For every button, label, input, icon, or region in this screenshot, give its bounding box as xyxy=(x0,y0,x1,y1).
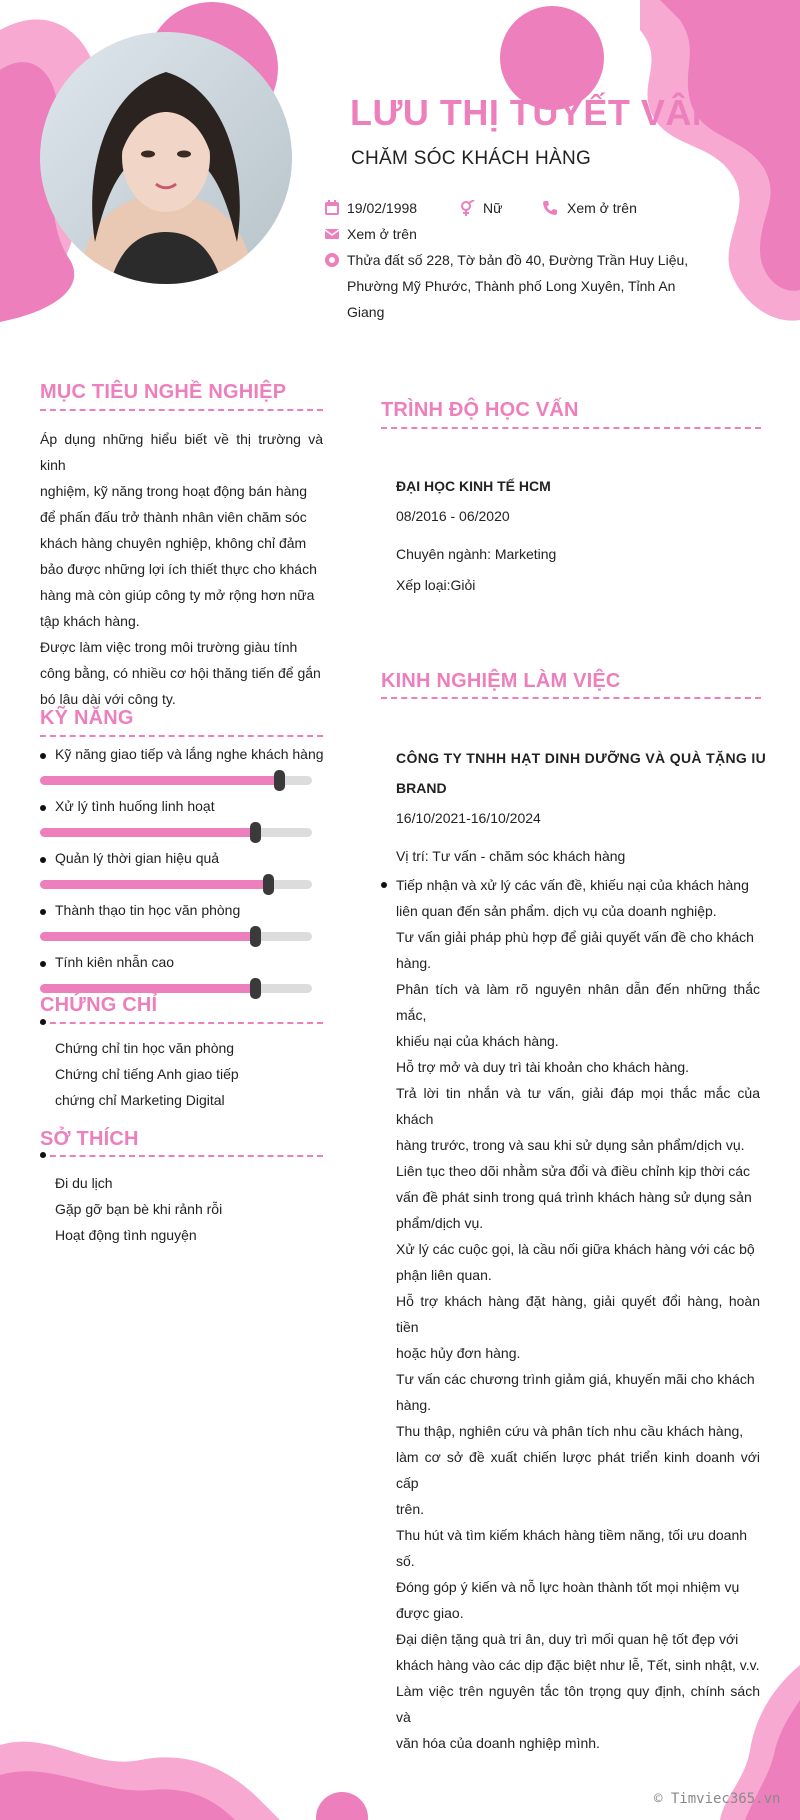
duty-line: Hỗ trợ khách hàng đặt hàng, giải quyết đổi hàng, hoàn tiền xyxy=(396,1293,760,1335)
skill-bar-fill xyxy=(40,932,255,941)
skill-bar xyxy=(40,880,312,889)
duty-line: hoặc hủy đơn hàng. xyxy=(396,1345,521,1361)
bullet xyxy=(40,1152,46,1158)
duty-line: khiếu nại của khách hàng. xyxy=(396,1033,559,1049)
skill-bar-handle xyxy=(274,770,285,791)
section-divider xyxy=(40,1155,323,1157)
skill-bar xyxy=(40,984,312,993)
phone-value: Xem ở trên xyxy=(567,200,637,216)
duty-line: Thu hút và tìm kiếm khách hàng tiềm năng, tối ưu doanh xyxy=(396,1527,748,1543)
objective-line: bó lâu dài với công ty. xyxy=(40,691,176,707)
company-line: BRAND xyxy=(396,780,447,796)
objective-line: Được làm việc trong môi trường giàu tính xyxy=(40,639,298,655)
duty-line: Thu thập, nghiên cứu và phân tích nhu cầu khách hàng, xyxy=(396,1423,744,1439)
objective-title: MỤC TIÊU NGHỀ NGHIỆP xyxy=(40,381,287,403)
education-title: TRÌNH ĐỘ HỌC VẤN xyxy=(381,399,579,421)
hobby-item: Hoạt động tình nguyện xyxy=(55,1227,197,1243)
duty-line: làm cơ sở đề xuất chiến lược phát triển kinh doanh với cấp xyxy=(396,1449,760,1491)
experience-title: KINH NGHIỆM LÀM VIỆC xyxy=(381,670,621,692)
address-line: Phường Mỹ Phước, Thành phố Long Xuyên, Tỉnh An xyxy=(347,278,676,294)
skill-label: Xử lý tình huống linh hoạt xyxy=(55,798,215,814)
section-divider xyxy=(40,1022,323,1024)
experience-company xyxy=(396,743,767,803)
skill-bar-fill xyxy=(40,984,255,993)
duty-line: Xử lý các cuộc gọi, là cầu nối giữa khách hàng với các bộ xyxy=(396,1241,755,1257)
section-divider xyxy=(381,697,761,699)
certificates-title: CHỨNG CHỈ xyxy=(40,994,158,1016)
skill-bar-fill xyxy=(40,776,279,785)
duty-line: phận liên quan. xyxy=(396,1267,492,1283)
objective-line: bảo được những lợi ích thiết thực cho khách xyxy=(40,561,317,577)
company-line: CÔNG TY TNHH HẠT DINH DƯỠNG VÀ QUÀ TẶNG IU xyxy=(396,750,767,766)
objective-line: tập khách hàng. xyxy=(40,613,140,629)
hobby-item: Gặp gỡ bạn bè khi rảnh rỗi xyxy=(55,1201,223,1217)
duty-line: hàng trước, trong và sau khi sử dụng sản phẩm/dịch vụ. xyxy=(396,1137,745,1153)
gender-value: Nữ xyxy=(483,200,503,216)
education-period: 08/2016 - 06/2020 xyxy=(396,508,510,524)
experience-period: 16/10/2021-16/10/2024 xyxy=(396,810,541,826)
phone-icon xyxy=(542,200,558,216)
objective-line: khách hàng chuyên nghiệp, không chỉ đảm xyxy=(40,535,307,551)
duty-line: Hỗ trợ mở và duy trì tài khoản cho khách hàng. xyxy=(396,1059,690,1075)
duty-line: trên. xyxy=(396,1501,425,1517)
skill-bar-handle xyxy=(250,926,261,947)
skill-label: Thành thạo tin học văn phòng xyxy=(55,902,241,918)
objective-line: công bằng, có nhiều cơ hội thăng tiến để gắn xyxy=(40,665,321,681)
skill-bar-handle xyxy=(250,978,261,999)
skill-bar xyxy=(40,776,312,785)
section-divider xyxy=(40,409,323,411)
hobbies-list xyxy=(55,1170,222,1248)
objective-text xyxy=(40,426,323,712)
duty-line: văn hóa của doanh nghiệp mình. xyxy=(396,1735,600,1751)
duty-line: Tư vấn các chương trình giảm giá, khuyến mãi cho khách xyxy=(396,1371,755,1387)
email-row xyxy=(324,221,547,247)
bullet xyxy=(381,882,387,888)
address-line: Thửa đất số 228, Tờ bản đồ 40, Đường Trần Huy Liệu, xyxy=(347,252,689,268)
avatar xyxy=(40,32,292,284)
hobby-item: Đi du lịch xyxy=(55,1175,113,1191)
duty-line: hàng. xyxy=(396,1397,432,1413)
duty-line: phẩm/dịch vụ. xyxy=(396,1215,484,1231)
skill-label: Kỹ năng giao tiếp và lắng nghe khách hàng xyxy=(55,746,324,762)
section-divider xyxy=(40,735,323,737)
section-divider xyxy=(381,427,761,429)
skill-bar xyxy=(40,932,312,941)
hobbies-title: SỞ THÍCH xyxy=(40,1128,139,1150)
certificate-item: Chứng chỉ tin học văn phòng xyxy=(55,1040,235,1056)
certificate-item: chứng chỉ Marketing Digital xyxy=(55,1092,225,1108)
skill-bar-fill xyxy=(40,828,255,837)
skill-label: Tính kiên nhẫn cao xyxy=(55,954,175,970)
address-row xyxy=(324,247,707,325)
gender-icon xyxy=(460,200,476,216)
bullet xyxy=(40,805,46,811)
bullet xyxy=(40,1019,46,1025)
email-icon xyxy=(324,226,340,242)
duty-line: Tư vấn giải pháp phù hợp để giải quyết vấn đề cho khách xyxy=(396,929,754,945)
duty-line: Đóng góp ý kiến và nỗ lực hoàn thành tốt mọi nhiệm vụ xyxy=(396,1579,740,1595)
phone-row xyxy=(542,195,697,221)
skill-bar-handle xyxy=(250,822,261,843)
location-icon xyxy=(324,252,340,268)
skill-bar xyxy=(40,828,312,837)
duty-line: được giao. xyxy=(396,1605,464,1621)
bullet xyxy=(40,857,46,863)
duty-line: khách hàng vào các dịp đặc biệt như lễ, Tết, sinh nhật, v.v. xyxy=(396,1657,760,1673)
objective-line: Áp dụng những hiểu biết về thị trường và kinh xyxy=(40,431,323,473)
education-grade: Xếp loại:Giỏi xyxy=(396,577,476,593)
candidate-position: CHĂM SÓC KHÁCH HÀNG xyxy=(351,148,592,169)
duty-line: Phân tích và làm rõ nguyên nhân dẫn đến những thắc mắc, xyxy=(396,981,760,1023)
duty-line: hàng. xyxy=(396,955,432,971)
duty-line: Làm việc trên nguyên tắc tôn trọng quy định, chính sách và xyxy=(396,1683,760,1725)
experience-position: Vị trí: Tư vấn - chăm sóc khách hàng xyxy=(396,848,626,864)
address-line: Giang xyxy=(347,304,385,320)
duty-line: Tiếp nhận và xử lý các vấn đề, khiếu nại của khách hàng xyxy=(396,877,749,893)
duty-line: Liên tục theo dõi nhằm sửa đổi và điều chỉnh kịp thời các xyxy=(396,1163,750,1179)
experience-duties xyxy=(396,872,760,1756)
duty-line: Trả lời tin nhắn và tư vấn, giải đáp mọi thắc mắc của khách xyxy=(396,1085,760,1127)
bullet xyxy=(40,753,46,759)
skill-bar-fill xyxy=(40,880,268,889)
candidate-name: LƯU THỊ TUYẾT VÂN xyxy=(350,92,719,133)
bullet xyxy=(40,961,46,967)
duty-line: số. xyxy=(396,1553,415,1569)
birthday-row xyxy=(324,195,467,221)
skills-title: KỸ NĂNG xyxy=(40,707,134,729)
birthday-value: 19/02/1998 xyxy=(347,200,418,216)
objective-line: để phấn đấu trở thành nhân viên chăm sóc xyxy=(40,509,307,525)
skill-label: Quản lý thời gian hiệu quả xyxy=(55,850,220,866)
gender-row xyxy=(460,195,543,221)
email-value: Xem ở trên xyxy=(347,226,417,242)
duty-line: Đại diện tặng quà tri ân, duy trì mối quan hệ tốt đẹp với xyxy=(396,1631,739,1647)
objective-line: hàng mà còn giúp công ty mở rộng hơn nữa xyxy=(40,587,315,603)
education-major: Chuyên ngành: Marketing xyxy=(396,546,557,562)
duty-line: vấn đề phát sinh trong quá trình khách hàng sử dụng sản xyxy=(396,1189,752,1205)
objective-line: nghiệm, kỹ năng trong hoạt động bán hàng xyxy=(40,483,307,499)
watermark: © Timviec365.vn xyxy=(654,1791,781,1807)
certificates-list xyxy=(55,1035,239,1113)
education-school: ĐẠI HỌC KINH TẾ HCM xyxy=(396,478,551,494)
calendar-icon xyxy=(324,200,340,216)
duty-line: liên quan đến sản phẩm. dịch vụ của doanh nghiệp. xyxy=(396,903,717,919)
bullet xyxy=(40,909,46,915)
skill-bar-handle xyxy=(263,874,274,895)
certificate-item: Chứng chỉ tiếng Anh giao tiếp xyxy=(55,1066,239,1082)
